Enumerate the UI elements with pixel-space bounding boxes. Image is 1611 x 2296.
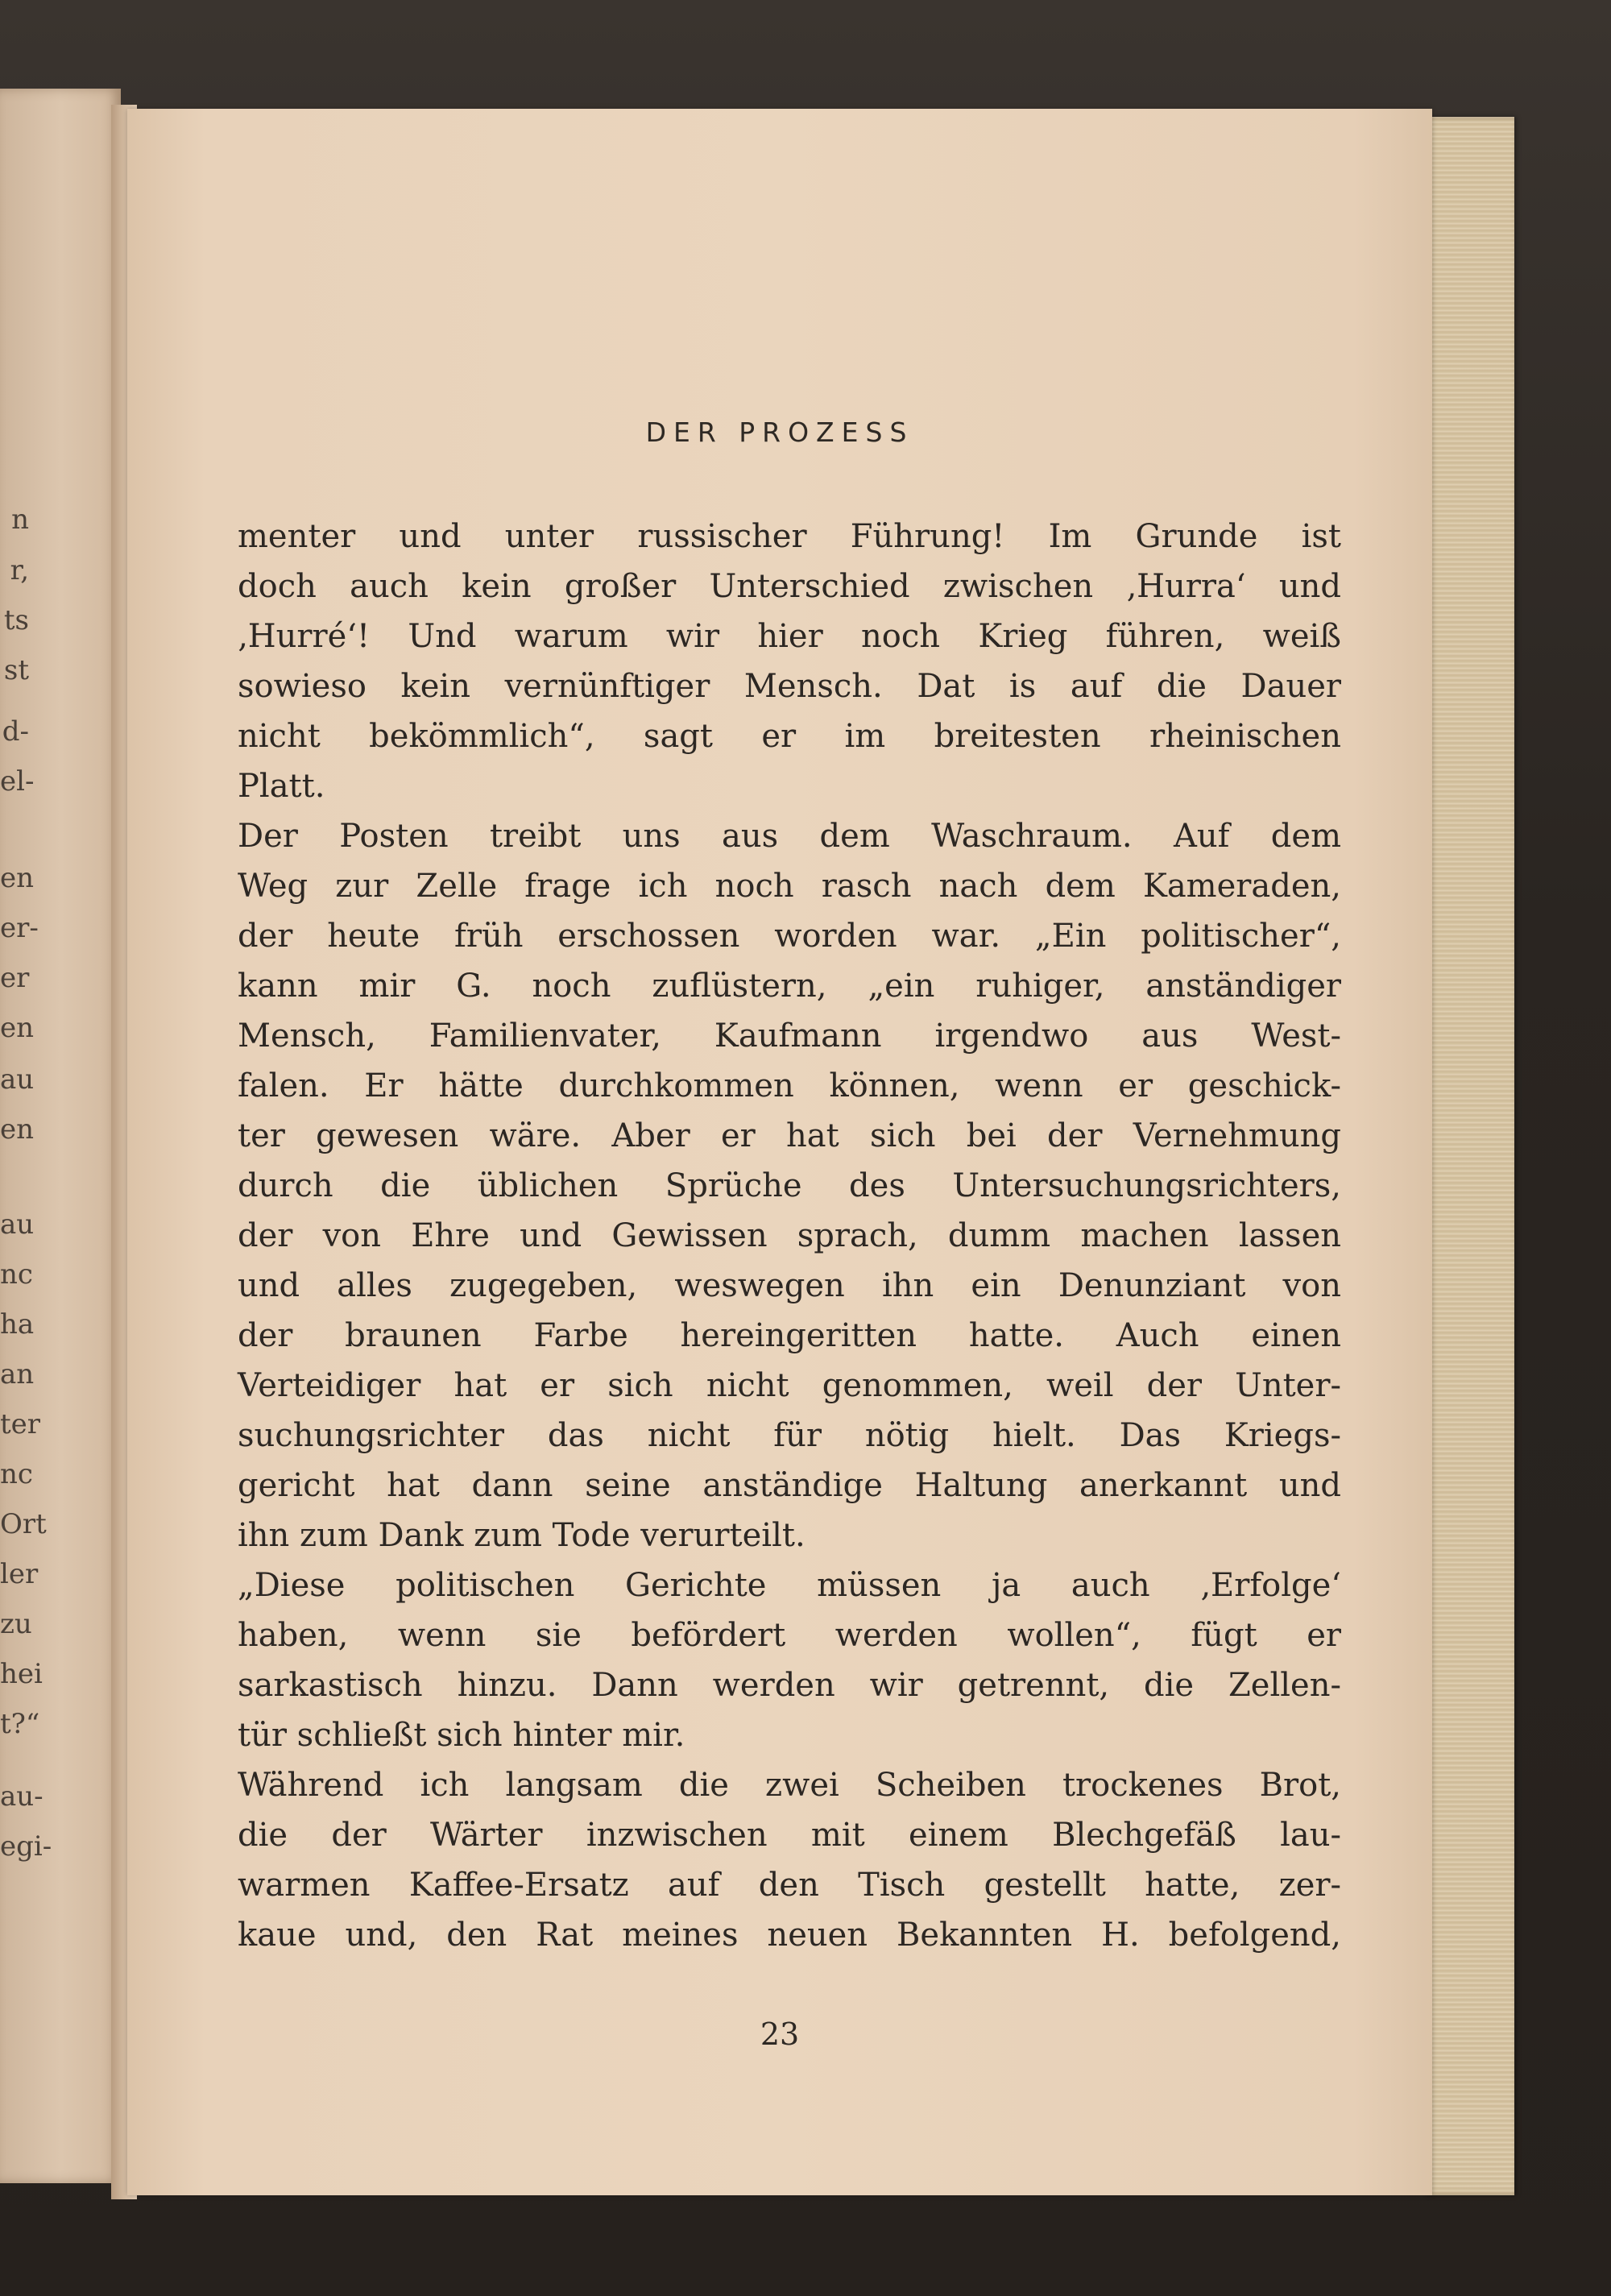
facing-fragment: d- — [2, 715, 29, 748]
text-line: der braunen Farbe hereingeritten hatte. Auch einen — [238, 1317, 1341, 1354]
text-line: sowieso kein vernünftiger Mensch. Dat is auf die Dauer — [238, 668, 1341, 705]
facing-fragment: er- — [0, 912, 39, 944]
facing-fragment: st — [3, 654, 29, 686]
facing-page-text-fragments — [0, 89, 52, 2183]
facing-fragment: en — [0, 862, 35, 894]
facing-fragment: t?“ — [0, 1708, 40, 1740]
text-line: sarkastisch hinzu. Dann werden wir getrennt, die Zellen- — [238, 1667, 1341, 1704]
facing-fragment: ha — [0, 1308, 35, 1341]
text-line: doch auch kein großer Unterschied zwischen ‚Hurra‘ und — [238, 568, 1341, 605]
text-line: gericht hat dann seine anständige Haltung anerkannt und — [238, 1467, 1341, 1504]
facing-fragment: en — [0, 1113, 35, 1146]
facing-fragment: ter — [0, 1408, 41, 1440]
text-line: kaue und, den Rat meines neuen Bekannten H. befolgend, — [238, 1917, 1341, 1954]
facing-fragment: an — [0, 1358, 35, 1390]
text-line: nicht bekömmlich“, sagt er im breitesten rheinischen — [238, 718, 1341, 755]
facing-fragment: egi- — [0, 1830, 52, 1863]
page-block-edge — [1426, 117, 1514, 2195]
text-line: und alles zugegeben, weswegen ihn ein Denunziant von — [238, 1267, 1341, 1304]
facing-fragment: Ort — [0, 1508, 47, 1540]
text-line: haben, wenn sie befördert werden wollen“, fügt er — [238, 1617, 1341, 1654]
book-page — [127, 109, 1432, 2195]
text-line: Platt. — [238, 768, 325, 805]
text-line: „Diese politischen Gerichte müssen ja auch ‚Erfolge‘ — [238, 1567, 1341, 1604]
page-body — [238, 512, 1341, 1960]
running-header: DER PROZESS — [645, 417, 914, 448]
facing-fragment: au- — [0, 1780, 43, 1813]
text-line: menter und unter russischer Führung! Im Grunde ist — [238, 518, 1341, 555]
text-line: die der Wärter inzwischen mit einem Blechgefäß lau- — [238, 1817, 1341, 1854]
facing-fragment: el- — [0, 765, 35, 798]
facing-fragment: ts — [3, 604, 29, 636]
facing-fragment: r, — [10, 554, 29, 586]
facing-fragment: ler — [0, 1558, 39, 1590]
facing-fragment: en — [0, 1012, 35, 1044]
text-line: ter gewesen wäre. Aber er hat sich bei der Vernehmung — [238, 1117, 1341, 1154]
facing-fragment: au — [0, 1063, 35, 1096]
text-line: durch die üblichen Sprüche des Untersuchungsrichters, — [238, 1167, 1341, 1204]
text-line: der heute früh erschossen worden war. „Ein politischer“, — [238, 918, 1341, 955]
text-line: ihn zum Dank zum Tode verurteilt. — [238, 1517, 806, 1554]
facing-fragment: zu — [0, 1608, 32, 1640]
text-line: tür schließt sich hinter mir. — [238, 1717, 685, 1754]
text-line: Der Posten treibt uns aus dem Waschraum. Auf dem — [238, 818, 1341, 855]
facing-page — [0, 89, 121, 2183]
text-line: der von Ehre und Gewissen sprach, dumm machen lassen — [238, 1217, 1341, 1254]
text-line: Während ich langsam die zwei Scheiben trockenes Brot, — [238, 1767, 1341, 1804]
facing-fragment: n — [11, 504, 29, 536]
text-line: Weg zur Zelle frage ich noch rasch nach dem Kameraden, — [238, 868, 1341, 905]
text-line: warmen Kaffee-Ersatz auf den Tisch gestellt hatte, zer- — [238, 1867, 1341, 1904]
text-line: kann mir G. noch zuflüstern, „ein ruhiger, anständiger — [238, 968, 1341, 1005]
facing-fragment: nc — [0, 1258, 33, 1291]
facing-fragment: er — [0, 962, 30, 994]
text-line: ‚Hurré‘! Und warum wir hier noch Krieg führen, weiß — [238, 618, 1341, 655]
facing-fragment: nc — [0, 1458, 33, 1490]
text-line: Mensch, Familienvater, Kaufmann irgendwo aus West- — [238, 1017, 1341, 1055]
facing-fragment: hei — [0, 1658, 43, 1690]
facing-fragment: au — [0, 1208, 35, 1241]
text-line: suchungsrichter das nicht für nötig hielt. Das Kriegs- — [238, 1417, 1341, 1454]
text-line: falen. Er hätte durchkommen können, wenn er geschick- — [238, 1067, 1341, 1104]
page-number: 23 — [760, 2016, 800, 2052]
text-line: Verteidiger hat er sich nicht genommen, weil der Unter- — [238, 1367, 1341, 1404]
